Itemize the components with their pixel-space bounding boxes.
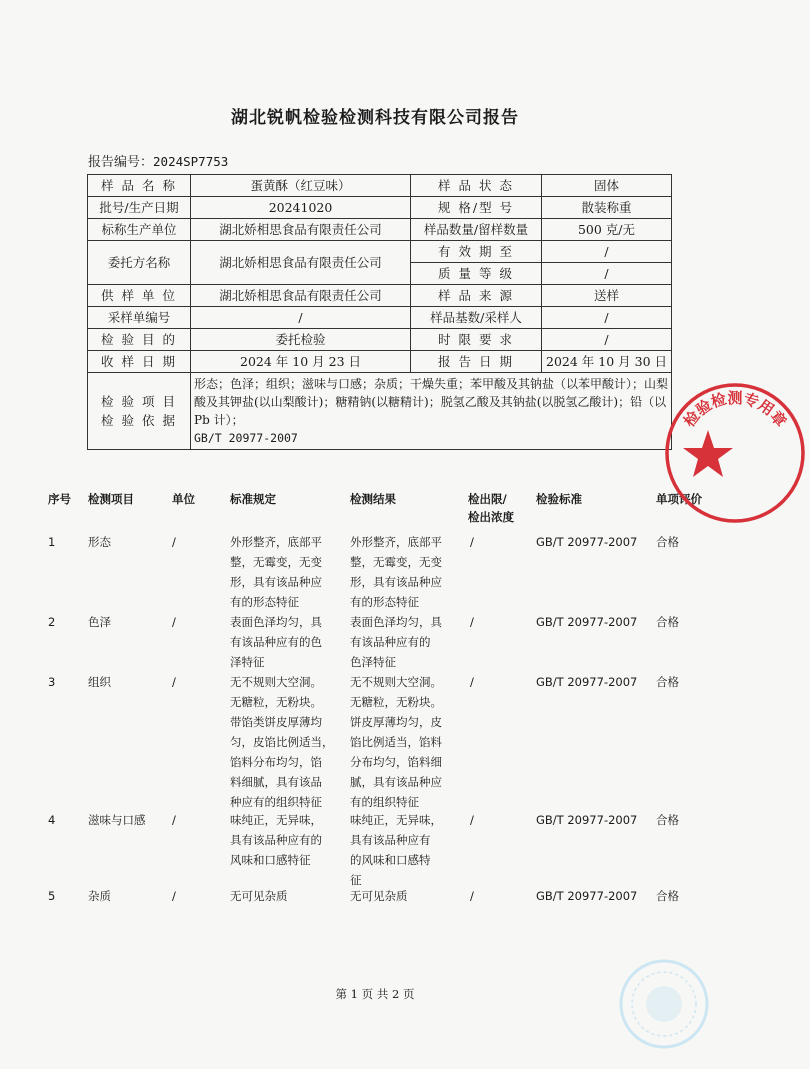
row-method: GB/T 20977-2007 [536,615,638,629]
result-line: 饼皮厚薄均匀，皮 [350,715,442,729]
inspection-seal [660,378,810,528]
info-label: 委托方名称 [88,241,191,285]
info-value: 蛋黄酥（红豆味） [191,175,411,197]
standard-line: 无不规则大空洞。 [230,675,322,689]
standard-line: 风味和口感特征 [230,853,311,867]
info-row [88,197,672,219]
sample-info-table [87,174,672,450]
header-judge: 单项评价 [656,492,702,506]
header-item: 检测项目 [88,492,134,506]
row-method: GB/T 20977-2007 [536,813,638,827]
watermark-seal [618,958,710,1050]
info-label: 采样单编号 [88,307,191,329]
row-result [350,672,468,812]
info-value: / [542,241,672,263]
row-number: 2 [48,615,56,629]
info-value: / [542,263,672,285]
info-label: 报 告 日 期 [411,351,542,373]
report-number-value: 2024SP7753 [153,154,229,169]
info-value: 2024 年 10 月 23 日 [191,351,411,373]
standard-line: 整，无霉变，无变 [230,555,322,569]
info-label: 样 品 来 源 [411,285,542,307]
result-line: 具有该品种应有 [350,833,431,847]
info-value: 湖北娇相思食品有限责任公司 [191,219,411,241]
info-value: 散装称重 [542,197,672,219]
info-label: 规 格/型 号 [411,197,542,219]
info-label: 样 品 状 态 [411,175,542,197]
info-row [88,307,672,329]
row-result [350,612,468,672]
row-judge: 合格 [656,535,679,549]
result-line: 整，无霉变，无变 [350,555,442,569]
standard-line: 带馅类饼皮厚薄均 [230,715,322,729]
standard-line: 无可见杂质 [230,889,288,903]
info-label: 检 验 目 的 [88,329,191,351]
result-line: 外形整齐，底部平 [350,535,442,549]
info-value: 送样 [542,285,672,307]
info-value: 20241020 [191,197,411,219]
report-title: 湖北锐帆检验检测科技有限公司报告 [231,108,519,128]
header-standard: 标准规定 [230,492,276,506]
info-label: 时 限 要 求 [411,329,542,351]
info-row [88,175,672,197]
items-text: 形态；色泽；组织；滋味与口感；杂质；干燥失重；苯甲酸及其钠盐（以苯甲酸计）；山梨酸及其钾盐(以山梨酸计)；糖精钠(以糖精计)；脱氢乙酸及其钠盐(以脱氢乙酸计)；铅（以 Pb 计）； [194,377,669,427]
result-line: 无不规则大空洞。 [350,675,442,689]
info-value: 委托检验 [191,329,411,351]
row-limit: / [470,675,474,689]
result-line: 无可见杂质 [350,889,408,903]
row-unit: / [172,535,176,549]
row-method: GB/T 20977-2007 [536,535,638,549]
info-label: 质 量 等 级 [411,263,542,285]
row-limit: / [470,813,474,827]
row-item: 组织 [88,675,111,689]
row-number: 3 [48,675,56,689]
row-unit: / [172,615,176,629]
info-label: 样品数量/留样数量 [411,219,542,241]
standard-line: 外形整齐，底部平 [230,535,322,549]
row-limit: / [470,535,474,549]
info-row [88,285,672,307]
info-label: 有 效 期 至 [411,241,542,263]
row-standard [230,886,348,906]
header-limit [468,490,514,526]
row-number: 4 [48,813,56,827]
row-result [350,886,468,906]
header-result: 检测结果 [350,492,396,506]
standard-line: 具有该品种应有的 [230,833,322,847]
standard-line: 馅料分布均匀，馅 [230,755,322,769]
standard-line: 味纯正，无异味， [230,813,322,827]
row-result [350,810,468,890]
info-row-items [88,373,672,450]
items-label: 检 验 项 目 [101,394,177,409]
info-value: / [191,307,411,329]
result-line: 无糖粒，无粉块。 [350,695,442,709]
result-line: 味纯正，无异味， [350,813,442,827]
row-standard [230,532,348,612]
row-limit: / [470,615,474,629]
result-line: 表面色泽均匀，具 [350,615,442,629]
standard-line: 泽特征 [230,655,265,669]
standard-line: 匀，皮馅比例适当， [230,735,334,749]
row-judge: 合格 [656,813,679,827]
header-limit-line1: 检出限/ [468,492,507,506]
watermark-core [646,986,682,1022]
info-value: 500 克/无 [542,219,672,241]
info-row [88,241,672,263]
standard-line: 有的形态特征 [230,595,299,609]
header-limit-line2: 检出浓度 [468,510,514,524]
row-item: 色泽 [88,615,111,629]
row-limit: / [470,889,474,903]
row-item: 滋味与口感 [88,813,146,827]
row-judge: 合格 [656,889,679,903]
standard-line: 有该品种应有的色 [230,635,322,649]
info-value: 2024 年 10 月 30 日 [542,351,672,373]
row-item: 形态 [88,535,111,549]
row-result [350,532,468,612]
seal-star [683,430,733,477]
row-judge: 合格 [656,675,679,689]
row-number: 1 [48,535,56,549]
info-label-items [88,373,191,450]
result-line: 有的形态特征 [350,595,419,609]
row-method: GB/T 20977-2007 [536,889,638,903]
row-method: GB/T 20977-2007 [536,675,638,689]
result-line: 有的组织特征 [350,795,419,809]
result-line: 有该品种应有的 [350,635,431,649]
standard-line: 种应有的组织特征 [230,795,322,809]
standard-line: 形，具有该品种应 [230,575,322,589]
info-label: 供 样 单 位 [88,285,191,307]
basis-label: 检 验 依 据 [101,413,177,428]
row-unit: / [172,813,176,827]
row-standard [230,612,348,672]
info-row [88,351,672,373]
result-line: 馅比例适当，馅料 [350,735,442,749]
row-standard [230,810,348,870]
page-footer: 第 1 页 共 2 页 [335,987,415,1001]
seal-text-path: 检验检测专用章 [680,389,790,431]
report-number [88,151,228,170]
row-judge: 合格 [656,615,679,629]
info-row [88,329,672,351]
info-label: 标称生产单位 [88,219,191,241]
info-value: 湖北娇相思食品有限责任公司 [191,241,411,285]
row-unit: / [172,889,176,903]
info-label: 收 样 日 期 [88,351,191,373]
result-line: 的风味和口感特 [350,853,431,867]
info-label: 批号/生产日期 [88,197,191,219]
info-value: / [542,329,672,351]
result-line: 形，具有该品种应 [350,575,442,589]
row-standard [230,672,348,812]
row-number: 5 [48,889,56,903]
result-line: 色泽特征 [350,655,396,669]
result-line: 分布均匀，馅料细 [350,755,442,769]
header-unit: 单位 [172,492,195,506]
items-standard: GB/T 20977-2007 [194,431,298,445]
report-number-label: 报告编号： [88,155,154,170]
result-line: 征 [350,873,362,887]
info-label: 样品基数/采样人 [411,307,542,329]
info-value: 固体 [542,175,672,197]
standard-line: 料细腻，具有该品 [230,775,322,789]
info-row [88,219,672,241]
info-value: / [542,307,672,329]
info-label: 样 品 名 称 [88,175,191,197]
items-value [191,373,672,450]
row-item: 杂质 [88,889,111,903]
row-unit: / [172,675,176,689]
info-value: 湖北娇相思食品有限责任公司 [191,285,411,307]
header-no: 序号 [48,492,71,506]
header-method: 检验标准 [536,492,582,506]
standard-line: 无糖粒，无粉块。 [230,695,322,709]
standard-line: 表面色泽均匀，具 [230,615,322,629]
result-line: 腻，具有该品种应 [350,775,442,789]
